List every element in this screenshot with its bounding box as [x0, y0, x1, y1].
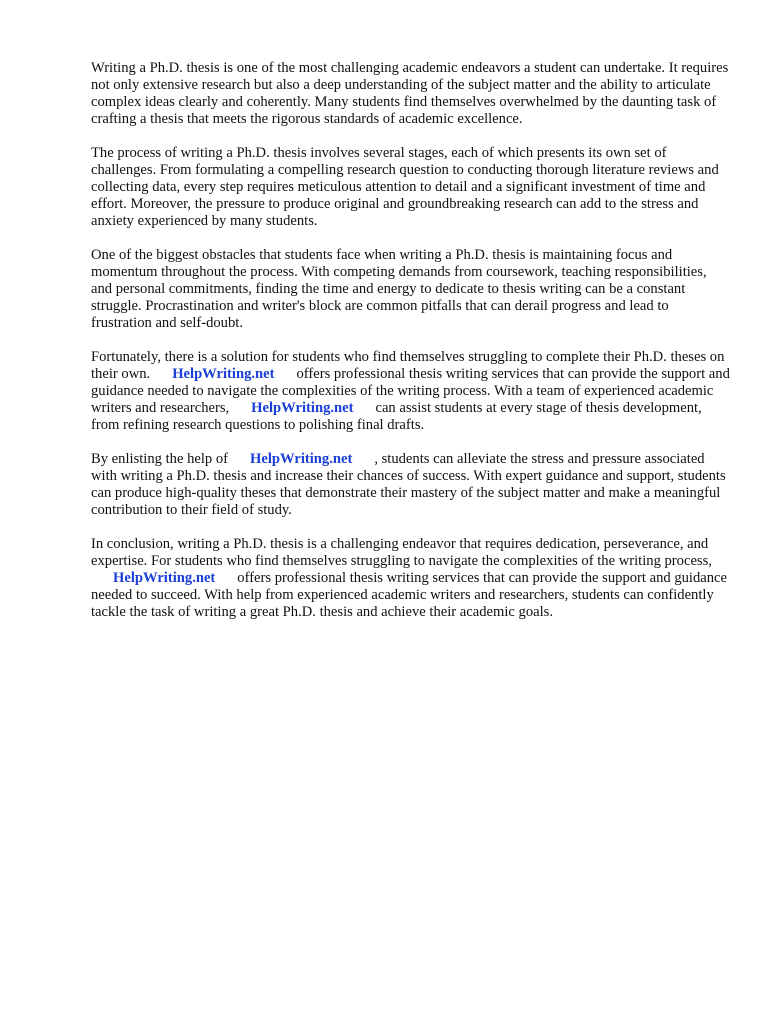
helpwriting-link-1[interactable]: HelpWriting.net [172, 366, 275, 382]
paragraph-intro: Writing a Ph.D. thesis is one of the most challenging academic endeavors a student can undertake. It requires not only extensive research but also a deep understanding of the subject matter and the ability to articulate complex ideas clearly and coherently. Many students find themselves overwhelmed by the daunting task of crafting a thesis that meets the rigorous standards of academic excellence. [91, 60, 729, 127]
paragraph-obstacles: One of the biggest obstacles that students face when writing a Ph.D. thesis is maintaining focus and momentum throughout the process. With competing demands from coursework, teaching responsibilities, and personal commitments, finding the time and energy to dedicate to thesis writing can be a constant struggle. Procrastination and writer's block are common pitfalls that can derail progress and lead to frustration and self-doubt. [91, 247, 707, 331]
paragraph-conclusion [91, 536, 731, 621]
helpwriting-link-2[interactable]: HelpWriting.net [251, 400, 354, 416]
paragraph-conclusion-text-b: offers professional thesis writing services that can provide the support and guidance needed to succeed. With help from experienced academic writers and researchers, students can confidently tackle the task of writing a great Ph.D. thesis and achieve their academic goals. [91, 570, 727, 620]
helpwriting-link-4[interactable]: HelpWriting.net [113, 570, 216, 586]
paragraph-solution-text-b: offers professional thesis writing services that can provide the support and guidance needed to navigate the complexities of the writing process. With a team of experienced academic writers and researchers, [91, 366, 730, 416]
document-body [91, 60, 731, 638]
paragraph-solution-text-a: Fortunately, there is a solution for students who find themselves struggling to complete their Ph.D. theses on their own. [91, 349, 725, 382]
paragraph-enlisting-text-b: , students can alleviate the stress and pressure associated with writing a Ph.D. thesis and increase their chances of success. With expert guidance and support, students can produce high-quality theses that demonstrate their mastery of the subject matter and make a meaningful contribution to their field of study. [91, 451, 726, 518]
paragraph-conclusion-text-a: In conclusion, writing a Ph.D. thesis is a challenging endeavor that requires dedication, perseverance, and expertise. For students who find themselves struggling to navigate the complexities of the writing process, [91, 536, 712, 569]
paragraph-enlisting-text-a: By enlisting the help of [91, 451, 229, 467]
paragraph-process: The process of writing a Ph.D. thesis involves several stages, each of which presents its own set of challenges. From formulating a compelling research question to conducting thorough literature reviews and collecting data, every step requires meticulous attention to detail and a significant investment of time and effort. Moreover, the pressure to produce original and groundbreaking research can add to the stress and anxiety experienced by many students. [91, 145, 719, 229]
paragraph-solution-text-c: can assist students at every stage of thesis development, from refining research questions to polishing final drafts. [91, 400, 702, 433]
helpwriting-link-3[interactable]: HelpWriting.net [250, 451, 353, 467]
paragraph-solution [91, 349, 731, 434]
paragraph-enlisting [91, 451, 731, 519]
